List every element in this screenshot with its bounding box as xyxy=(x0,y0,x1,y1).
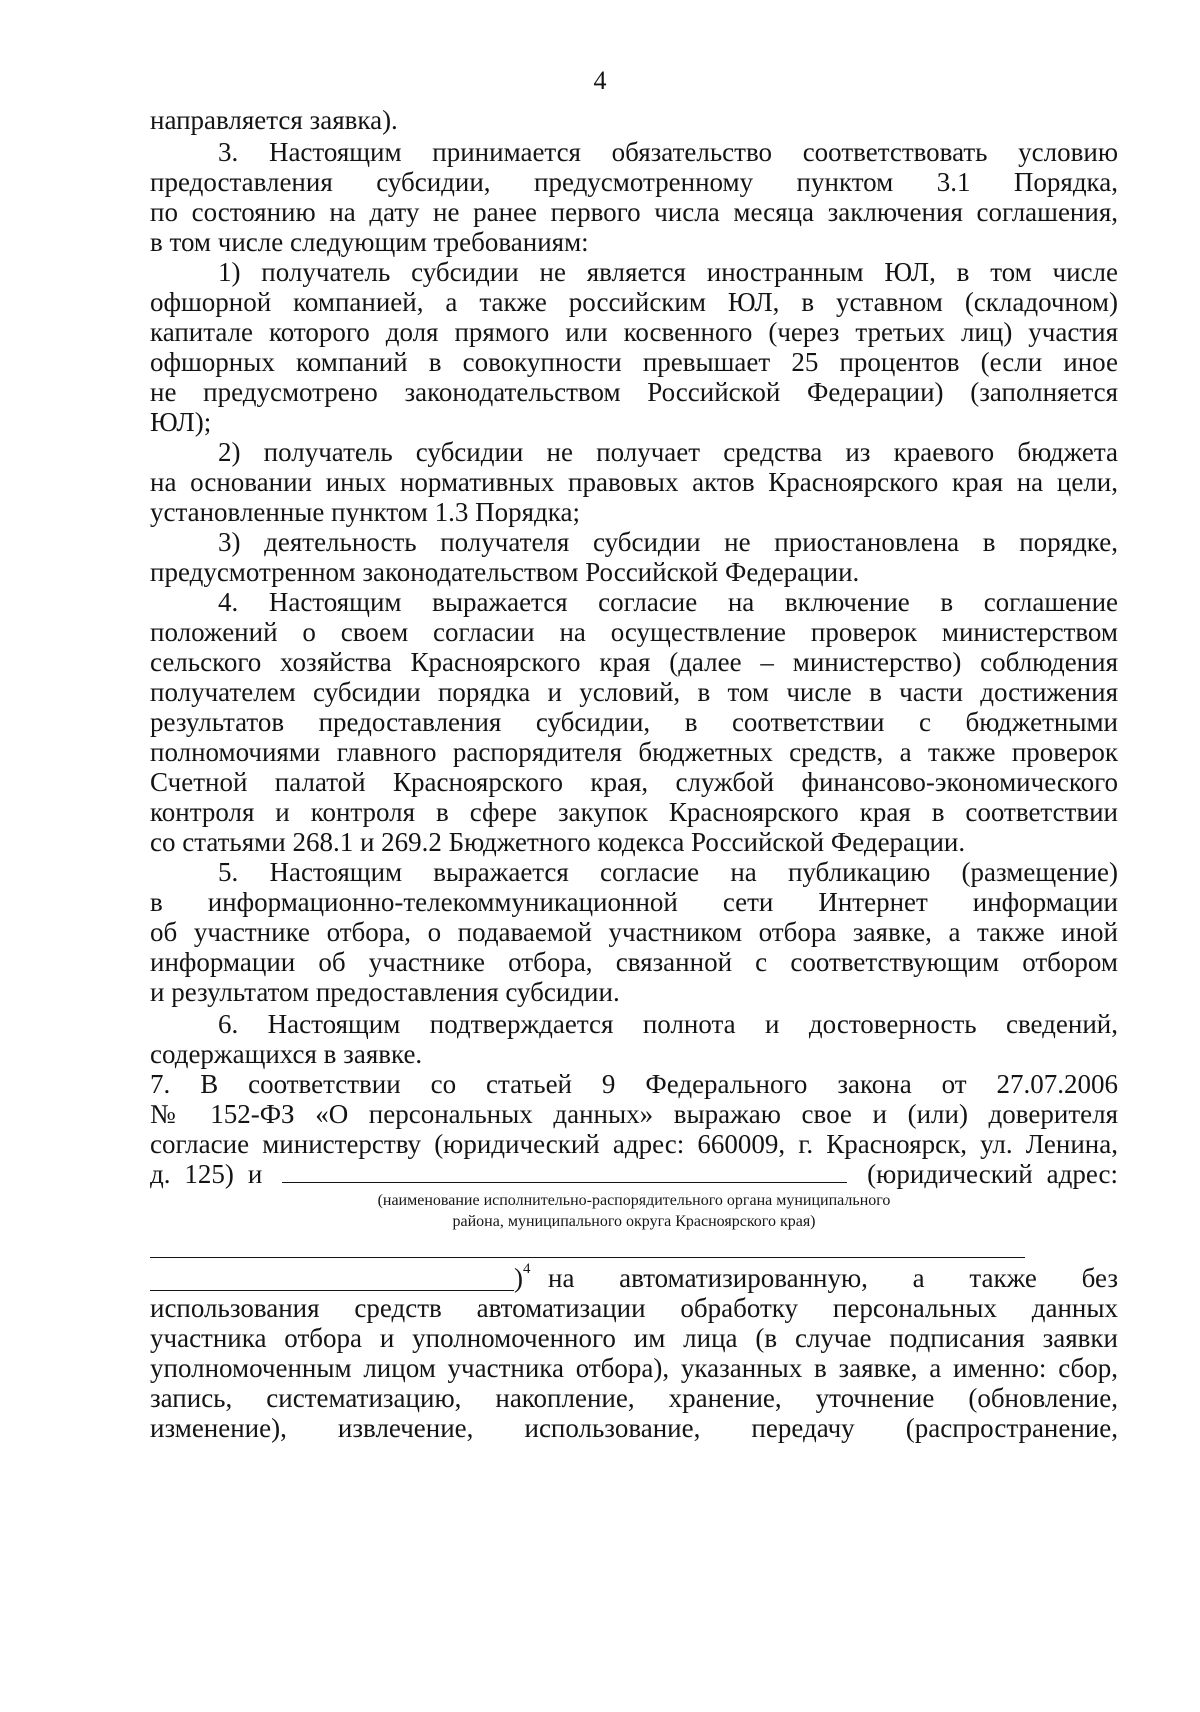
paragraph-3-line: 3. Настоящим принимается обязательство соответствовать условию xyxy=(218,137,1118,167)
text-line: контроля и контроля в сфере закупок Красноярского края в соответствии xyxy=(150,797,1118,827)
text-line: уполномоченным лицом участника отбора), указанных в заявке, а именно: сбор, xyxy=(150,1353,1118,1383)
text-line: офшорных компаний в совокупности превышает 25 процентов (если иное xyxy=(150,347,1118,377)
text-line: запись, систематизацию, накопление, хранение, уточнение (обновление, xyxy=(150,1383,1118,1413)
blank-field-line xyxy=(150,1158,1118,1191)
page-number: 4 xyxy=(593,66,607,95)
text-line: предоставления субсидии, предусмотренному пунктом 3.1 Порядка, xyxy=(150,167,1118,197)
text-line: и результатом предоставления субсидии. xyxy=(150,977,620,1007)
text-line: направляется заявка). xyxy=(150,105,398,135)
text-line: капитале которого доля прямого или косвенного (через третьих лиц) участия xyxy=(150,317,1118,347)
blank-suffix: (юридический адрес: xyxy=(867,1159,1118,1189)
text-line: ЮЛ); xyxy=(150,407,212,437)
paragraph-4-line: 4. Настоящим выражается согласие на включение в соглашение xyxy=(218,587,1118,617)
text-line: содержащихся в заявке. xyxy=(150,1039,423,1069)
text-line: использования средств автоматизации обработку персональных данных xyxy=(150,1293,1118,1323)
text-line: Счетной палатой Красноярского края, службой финансово-экономического xyxy=(150,767,1118,797)
text-line: об участнике отбора, о подаваемой участником отбора заявке, а также иной xyxy=(150,917,1118,947)
text-line: полномочиями главного распорядителя бюджетных средств, а также проверок xyxy=(150,737,1118,767)
item-1-line: 1) получатель субсидии не является иностранным ЮЛ, в том числе xyxy=(218,257,1118,287)
text-line: офшорной компанией, а также российским ЮЛ, в уставном (складочном) xyxy=(150,287,1118,317)
item-2-line: 2) получатель субсидии не получает средства из краевого бюджета xyxy=(218,437,1118,467)
text-line: предусмотренном законодательством Российской Федерации. xyxy=(150,557,860,587)
text-line: информации об участнике отбора, связанной с соответствующим отбором xyxy=(150,947,1118,977)
text-line: положений о своем согласии на осуществление проверок министерством xyxy=(150,617,1118,647)
text-line: в том числе следующим требованиям: xyxy=(150,227,589,257)
text-line: не предусмотрено законодательством Российской Федерации) (заполняется xyxy=(150,377,1118,407)
paragraph-6-line: 6. Настоящим подтверждается полнота и достоверность сведений, xyxy=(218,1009,1118,1039)
text-line: согласие министерству (юридический адрес: 660009, г. Красноярск, ул. Ленина, xyxy=(150,1129,1118,1159)
text-line: участника отбора и уполномоченного им лица (в случае подписания заявки xyxy=(150,1323,1118,1353)
text-line: в информационно-телекоммуникационной сети Интернет информации xyxy=(150,887,1118,917)
paragraph-5-line: 5. Настоящим выражается согласие на публикацию (размещение) xyxy=(218,857,1118,887)
address-blank-line xyxy=(150,1257,1025,1258)
text-line: результатов предоставления субсидии, в соответствии с бюджетными xyxy=(150,707,1118,737)
blank-caption-line: (наименование исполнительно-распорядительного органа муниципального xyxy=(377,1192,891,1209)
paren-text: ) xyxy=(514,1263,523,1293)
text-line: по состоянию на дату не ранее первого числа месяца заключения соглашения, xyxy=(150,197,1118,227)
text-line: сельского хозяйства Красноярского края (далее – министерство) соблюдения xyxy=(150,647,1118,677)
closing-parenthesis xyxy=(514,1262,534,1295)
footnote-ref: 4 xyxy=(523,1261,531,1277)
organization-name-blank xyxy=(282,1181,847,1183)
address-blank-line-continued xyxy=(150,1290,514,1291)
text-line: со статьями 268.1 и 269.2 Бюджетного кодекса Российской Федерации. xyxy=(150,827,966,857)
blank-prefix: д. 125) и xyxy=(150,1159,263,1189)
paragraph-7-line: 7. В соответствии со статьей 9 Федерального закона от 27.07.2006 xyxy=(150,1069,1118,1099)
text-line: изменение), извлечение, использование, передачу (распространение, xyxy=(150,1413,1118,1443)
blank-caption-line: района, муниципального округа Красноярского края) xyxy=(452,1213,816,1230)
text-line: на автоматизированную, а также без xyxy=(548,1263,1118,1293)
text-line: № 152-ФЗ «О персональных данных» выражаю свое и (или) доверителя xyxy=(150,1099,1118,1129)
text-line: установленные пунктом 1.3 Порядка; xyxy=(150,497,580,527)
text-line: на основании иных нормативных правовых актов Красноярского края на цели, xyxy=(150,467,1118,497)
text-line: получателем субсидии порядка и условий, в том числе в части достижения xyxy=(150,677,1118,707)
item-3-line: 3) деятельность получателя субсидии не приостановлена в порядке, xyxy=(218,527,1118,557)
